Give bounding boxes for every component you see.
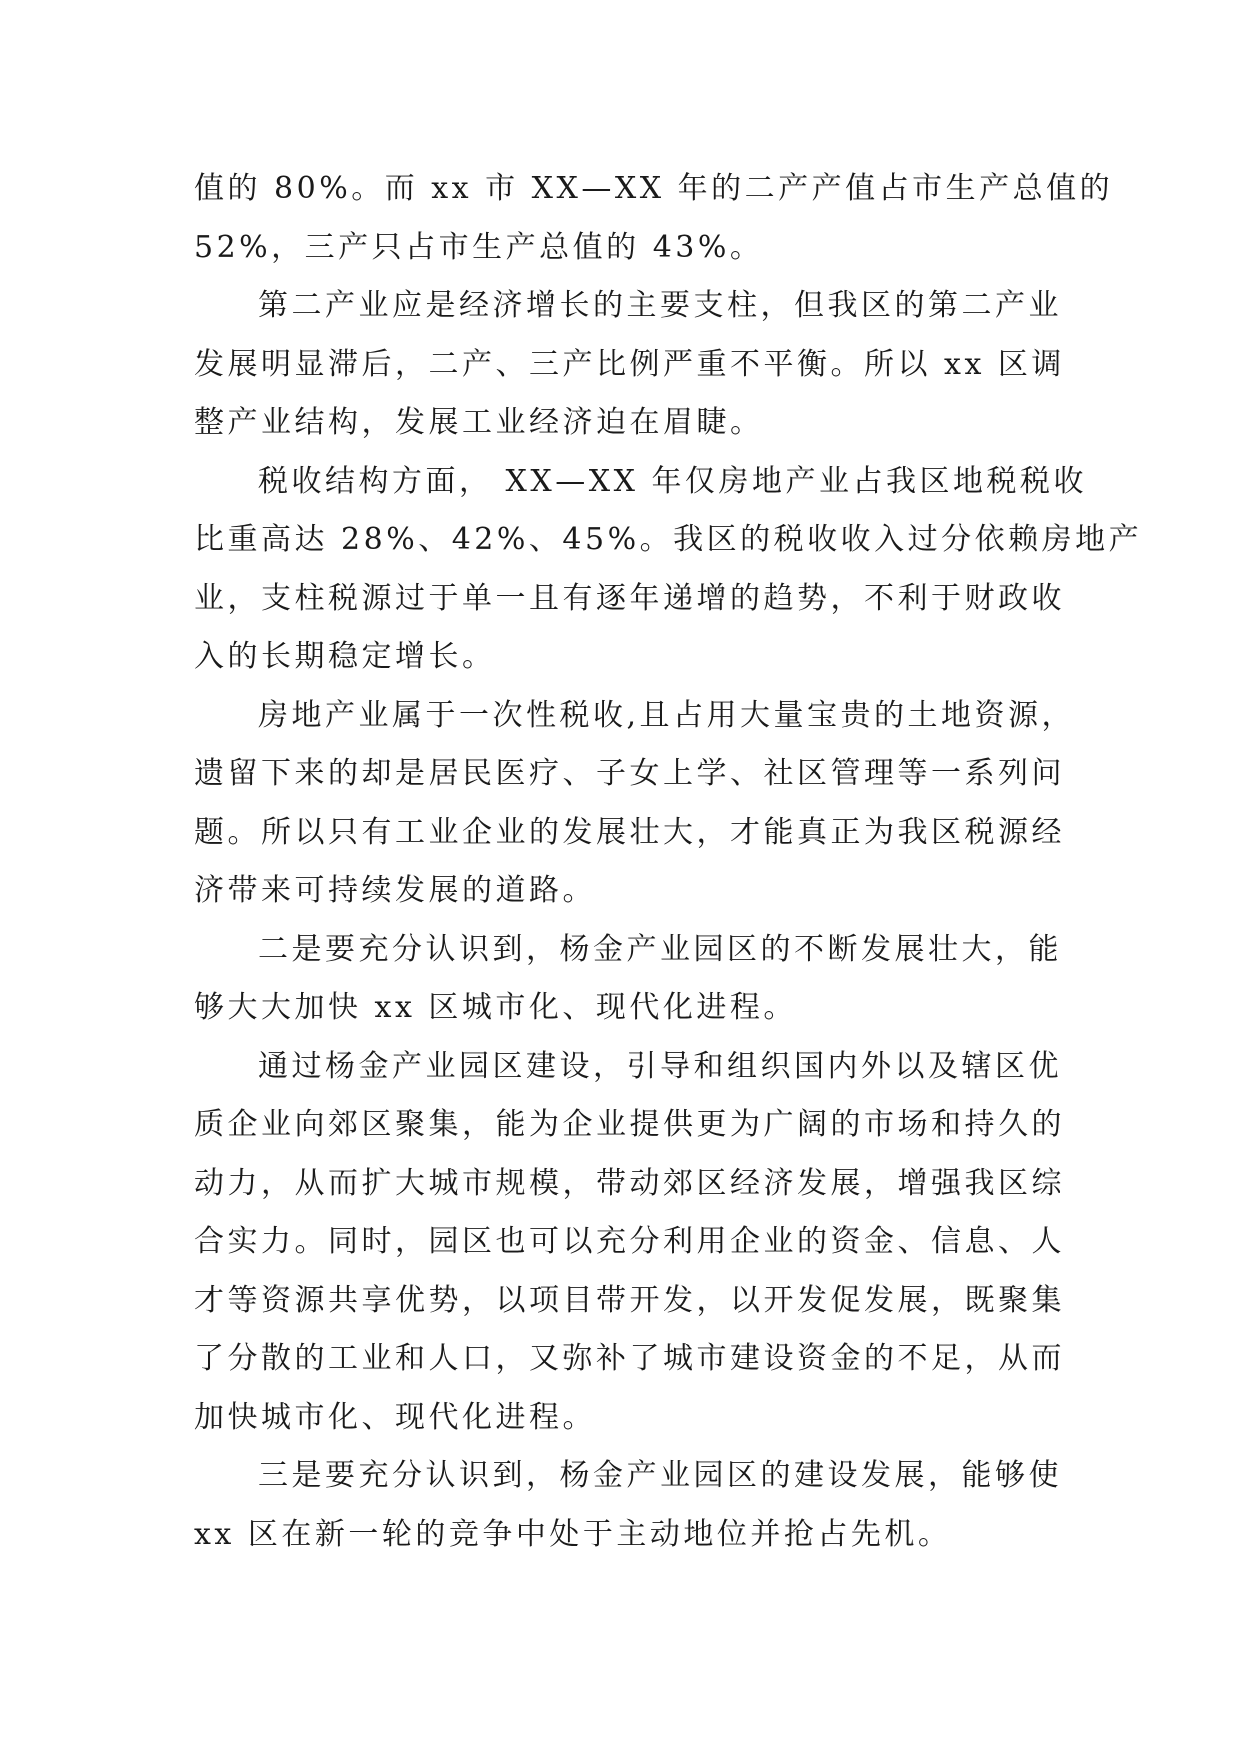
document-body <box>194 160 1143 1564</box>
text-line: 整产业结构，发展工业经济迫在眉睫。 <box>194 405 764 440</box>
text-line: 遗留下来的却是居民医疗、子女上学、社区管理等一系列问 <box>194 756 1065 791</box>
text-line: 比重高达 28%、42%、45%。我区的税收收入过分依赖房地产 <box>194 522 1143 557</box>
paragraph <box>194 921 1062 1038</box>
text-line: 第二产业应是经济增长的主要支柱，但我区的第二产业 <box>258 288 1062 323</box>
text-line: 加快城市化、现代化进程。 <box>194 1399 596 1435</box>
text-line: 二是要充分认识到，杨金产业园区的不断发展壮大，能 <box>258 931 1062 967</box>
text-line: 济带来可持续发展的道路。 <box>194 873 596 908</box>
paragraph <box>194 277 1065 453</box>
text-line: 入的长期稳定增长。 <box>194 639 496 674</box>
text-line: 三是要充分认识到，杨金产业园区的建设发展，能够使 <box>258 1458 1062 1493</box>
paragraph <box>194 453 1143 687</box>
text-line: 合实力。同时，园区也可以充分利用企业的资金、信息、人 <box>194 1224 1065 1259</box>
paragraph <box>194 160 1114 277</box>
text-line: xx 区在新一轮的竞争中处于主动地位并抢占先机。 <box>194 1516 952 1552</box>
text-line: 房地产业属于一次性税收,且占用大量宝贵的土地资源， <box>258 697 1076 733</box>
text-line: 值的 80%。而 xx 市 XX—XX 年的二产产值占市生产总值的 <box>194 171 1114 206</box>
text-line: 业，支柱税源过于单一且有逐年递增的趋势，不利于财政收 <box>194 580 1065 616</box>
text-line: 题。所以只有工业企业的发展壮大，才能真正为我区税源经 <box>194 814 1065 850</box>
text-line: 税收结构方面， XX—XX 年仅房地产业占我区地税税收 <box>258 463 1088 499</box>
text-line: 才等资源共享优势，以项目带开发，以开发促发展，既聚集 <box>194 1282 1065 1318</box>
text-line: 发展明显滞后，二产、三产比例严重不平衡。所以 xx 区调 <box>194 346 1065 382</box>
paragraph <box>194 1447 1062 1564</box>
text-line: 52%，三产只占市生产总值的 43%。 <box>194 229 764 265</box>
text-line: 动力，从而扩大城市规模，带动郊区经济发展，增强我区综 <box>194 1165 1065 1201</box>
paragraph <box>194 687 1076 921</box>
text-line: 质企业向郊区聚集，能为企业提供更为广阔的市场和持久的 <box>194 1107 1065 1142</box>
text-line: 够大大加快 xx 区城市化、现代化进程。 <box>194 990 797 1025</box>
text-line: 了分散的工业和人口，又弥补了城市建设资金的不足，从而 <box>194 1341 1065 1376</box>
paragraph <box>194 1038 1065 1448</box>
text-line: 通过杨金产业园区建设，引导和组织国内外以及辖区优 <box>258 1048 1062 1084</box>
